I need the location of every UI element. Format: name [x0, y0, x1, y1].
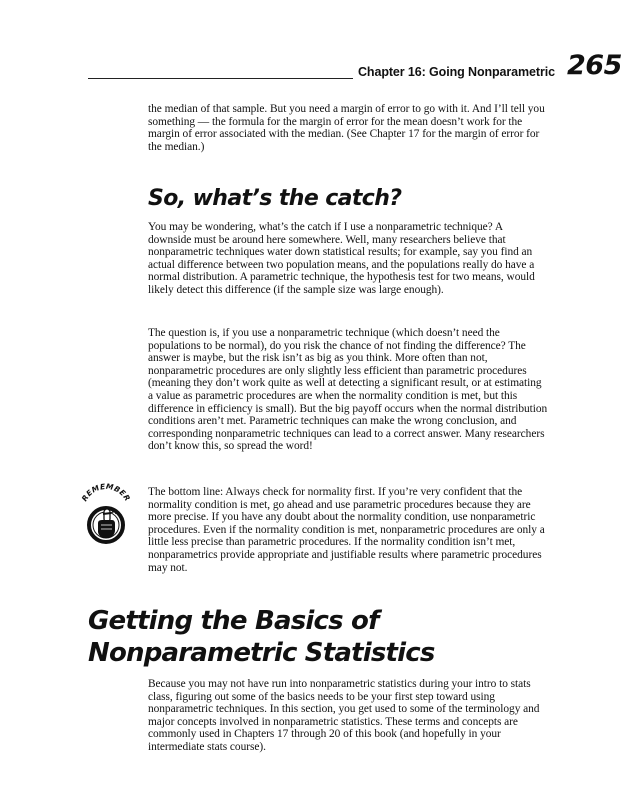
basics-paragraph: Because you may not have run into nonparametric statistics during your intro to stats class, figuring out some of the basics needs to be your first step toward using nonparametric techniques. In this section, you get used to some of the terminology and major concepts involved in nonparametric statistics. These terms and concepts are commonly used in Chapters 17 through 20 of this book (and hopefully in your intermediate stats course).	[148, 678, 540, 753]
remember-paragraph: The bottom line: Always check for normality first. If you’re very confident that the normality condition is met, go ahead and use parametric procedures because they are more precise. If you have any doubt about the normality condition, use nonparametric procedures. Even if the normality condition is met, nonparametric procedures are only a little less precise than parametric procedures. If the normality condition isn’t met, nonparametrics provide appropriate and justifiable results where parametric procedures may not.	[148, 486, 545, 574]
running-head: Chapter 16: Going Nonparametric	[358, 65, 555, 79]
section-heading: So, what’s the catch?	[148, 186, 402, 211]
catch-paragraph-1: You may be wondering, what’s the catch if I use a nonparametric technique? A downside must be around here somewhere. Well, many researchers believe that nonparametric techniques water down statistical results; for example, say you find an actual difference between two population means, and the populations really do have a normal distribution. A parametric technique, the hypothesis test for two means, would likely detect this difference (if the sample size was large enough).	[148, 221, 535, 296]
header-rule	[88, 78, 353, 79]
svg-text:REMEMBER	[80, 483, 132, 503]
remember-icon-label: REMEMBER	[79, 483, 133, 503]
remember-icon	[76, 483, 134, 545]
intro-paragraph: the median of that sample. But you need a margin of error to go with it. And I’ll tell you something — the formula for the margin of error for the mean doesn’t work for the margin of error associated with the median. (See Chapter 17 for the margin of error for the median.)	[148, 103, 545, 153]
page-number: 265	[567, 50, 622, 81]
catch-paragraph-2: The question is, if you use a nonparametric technique (which doesn’t need the populations to be normal), do you risk the chance of not finding the difference? The answer is maybe, but the risk isn’t as big as you think. More often than not, nonparametric procedures are only slightly less efficient than parametric procedures (meaning they don’t work quite as well at detecting a significant result, or at estimating a value as parametric procedures are when the normality condition is met, but this difference in efficiency is small). But the big payoff occurs when the normal distribution conditions aren’t met. Parametric techniques can make the wrong conclusion, and corresponding nonparametric techniques can lead to a correct answer. Many researchers don’t know this, so spread the word!	[148, 327, 548, 453]
chapter-heading: Getting the Basics of Nonparametric Statistics	[88, 606, 435, 668]
